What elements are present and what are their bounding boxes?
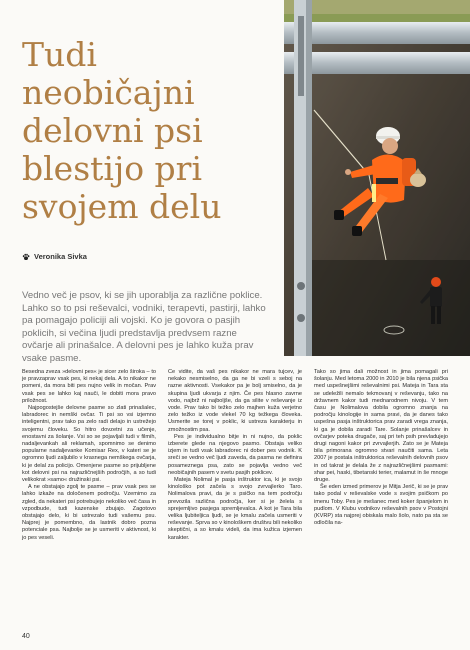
page-number: 40	[22, 633, 30, 640]
body-paragraph: Pes je individualno bitje in ni nujno, da poklic izberete glede na njegovo pasmo. Obstaja veliko izjem in tudi vsak labradorec ni dober pes vodnik. K sreči se vedno več ljudi zaveda, da pasma ne definira posameznega psa, zato se pojavlja vedno več neobičajnih pasem v svetu pasjih poklicev.	[168, 433, 302, 476]
lead-paragraph: Vedno več je psov, ki se jih uporablja za različne poklice. Lahko so to psi reševalci, vodniki, terapevti, pastirji, lahko pa pomagajo policiji ali vojski. Ko je govora o pasjih poklicih, si večina ljudi predstavlja predvsem razne ovčarje ali prinašalce. A delovni pes je lahko kuža prav vsake pasme.	[22, 290, 266, 364]
body-column-3	[314, 369, 448, 637]
body-paragraph: Ce vidite, da vaš pes nikakor ne mara tujcev, je nekako nesmiselno, da ga ne bi vzeli s seboj na razne aktivnosti. Vsekakor pa je bolj smiselno, da je skupina ljudi ukvarja z njim. Če pes hlasno zavrne vodo, najbrž ni najboljše, da ga silite v reševanje iz vode. Prav tako bi težko zelo majhen kuža verjetno zelo težko iz vode vlekel 70 kg težkega človeka. Usmerite se torej v poklic, ki ustreza karakterju in zmožnostim psa.	[168, 369, 302, 433]
rescue-photo-illustration	[284, 0, 470, 356]
body-paragraph: A ne obstajajo zgolj te pasme – prav vsak pes se lahko izkaže na določenem področju. Vzemimo za zgled, da nekateri psi potrebujejo nekoliko več časa in vzpodbude, tudi kazenske zbujajo. Zagotovo obstajajo delo, ki bi ustrezalo tudi vašemu psu. Najprej je pomembno, da lastnik dobro pozna potenciale psa. Najbolje se je usmeriti v aktivnost, ki jo pes veseli.	[22, 484, 156, 541]
body-paragraph: Najpogostejše delovne pasme so zlati prinašalec, labradorec in nemški ovčar. Ti psi so vsi izjemno inteligentni, prav tako pa zelo radi delajo in ustrežejo svojemu človeku. So hitro dovzetni za učenje, enostavni za šolanje. Vsi so se pojavljali tudi v filmih, nadaljevankah ali reklamah, spomnimo se denimo popularne nadaljevanke Komisar Rex, v kateri se je ogromno ljudi zaljubilo v krasnega nemškega ovčarja, ki je delal za policijo. Omenjene pasme so prijubljene kot delovni psi na najrazličnejših področjih, a so tudi velikokrat »samo« družinski psi.	[22, 405, 156, 484]
body-paragraph: Mateja Nolimal je pasja inštruktor ica, ki je svojo kinološko pot začela s svojo zvrvajlerko Taro. Nolimalova pravi, da je s psičko na tem področju prevozila različna področja, ker si je želela s sprejemljivo pasjega spremljevalca. A kot je Tara bila velika ljubiteljica ljudi, se je kmalu začela usmeriti v reševanje. Sprva so v kinološkem društvu bili nekoliko skeptični, a so kmalu videli, da ima kužica izjemen karakter.	[168, 477, 302, 541]
body-column-1	[22, 369, 156, 637]
body-paragraph: Besedna zveza »delovni pes« je sicer zelo široka – to je pravzaprav vsak pes, ki nekaj dela. A to nikakor ne pomeni, da mora biti pes nujno velik in močan. Prav vsak pes se lahko kaj nauči, le dobiti mora pravo priložnost.	[22, 369, 156, 404]
author-byline	[22, 252, 87, 261]
author-name: Veronika Sivka	[34, 252, 87, 261]
rescue-photo	[284, 0, 470, 356]
body-column-2	[168, 369, 302, 637]
paw-icon	[22, 253, 30, 261]
body-columns	[22, 369, 456, 637]
body-paragraph: Še eden izmed primerov je Mitja Jerič, ki se je prav tako podal v reševalske vode s svojim psičkom po imenu Toby. Pes je mešanec med koker španjelom in pudlom. V Klubu vodnikov reševalnih psov v Postojni (KVRP) sta najprej obiskala malo šolo, nato pa sta se odločila na-	[314, 484, 448, 527]
article-title: Tudi neobičajni delovni psi blestijo pri svojem delu	[22, 35, 222, 226]
body-paragraph: Tako so jima dali možnost in jima pomagali pri šolanju. Med letoma 2000 in 2010 je bila njena psička med uspešnejšimi reševalnimi psi. Mateja in Tara sta se udeležili nemalo tekmovanj v reševanju, tako na državnem kakor tudi mednarodnem nivoju. V tem času je Nolimalova dobila ogromno znanja na področju kinologije in sama pravi, da je danes tako uspešna pasja inštruktorica prav zaradi vrega znanja, ki ga je dobila zaradi Tare. Solanje prinašalcev in ovčarjev poteka drugače, saj pri teh psih prevladujejo drugi nagoni kakor pri zvrvajlerjih. Zato se je Mateja bila primorana ogromno stvari naučiti sama. Leta 2007 je postala inštruktorica reševalnih delovnih psov in od takrat je delala že z najrazličnejšimi pasmami: shar pei, haski, tibetanski terier, malamut in še mnoge druge.	[314, 369, 448, 484]
